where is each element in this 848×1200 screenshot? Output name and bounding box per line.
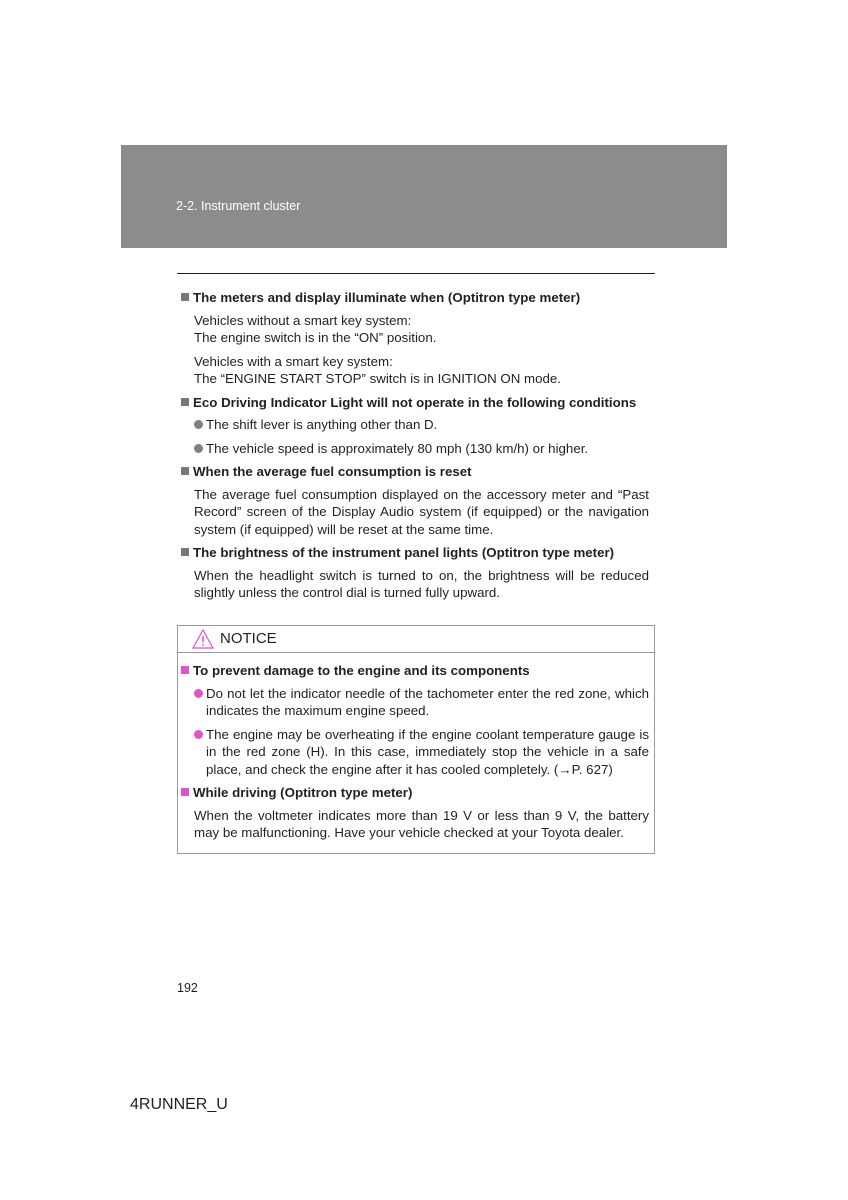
- section-heading: The meters and display illuminate when (Optitron type meter): [181, 289, 649, 307]
- list-item: The shift lever is anything other than D.: [194, 416, 649, 434]
- notice-header: [178, 626, 654, 653]
- list-item: Do not let the indicator needle of the tachometer enter the red zone, which indicates the maximum engine speed.: [194, 685, 649, 720]
- circle-bullet-icon: [194, 444, 203, 453]
- paragraph: Vehicles with a smart key system: The “ENGINE START STOP” switch is in IGNITION ON mode.: [194, 353, 561, 386]
- footer-label: 4RUNNER_U: [130, 1096, 228, 1113]
- square-bullet-icon: [181, 548, 189, 556]
- square-bullet-icon: [181, 467, 189, 475]
- square-bullet-icon: [181, 293, 189, 301]
- paragraph: The average fuel consumption displayed on the accessory meter and “Past Record” screen of the Display Audio system (if equipped) or the navigation system (if equipped) will be reset at the same time.: [194, 486, 649, 537]
- notice-body: [181, 662, 649, 848]
- warning-triangle-icon: [192, 629, 214, 649]
- section-heading: The brightness of the instrument panel lights (Optitron type meter): [181, 544, 649, 562]
- paragraph: Vehicles without a smart key system: The engine switch is in the “ON” position.: [194, 312, 437, 345]
- section-header-band: [121, 145, 727, 248]
- notice-box: [177, 625, 655, 854]
- notice-heading: While driving (Optitron type meter): [181, 784, 649, 802]
- list-item: The engine may be overheating if the engine coolant temperature gauge is in the red zone (H). In this case, immediately stop the vehicle in a safe place, and check the engine after it has cooled completely. (→P. 627): [194, 726, 649, 779]
- square-bullet-icon: [181, 398, 189, 406]
- notice-heading: To prevent damage to the engine and its components: [181, 662, 649, 680]
- notice-title: NOTICE: [220, 630, 277, 647]
- paragraph: When the headlight switch is turned to on, the brightness will be reduced slightly unless the control dial is turned fully upward.: [194, 567, 649, 600]
- section-heading: When the average fuel consumption is reset: [181, 463, 649, 481]
- circle-bullet-icon: [194, 730, 203, 739]
- list-item: The vehicle speed is approximately 80 mph (130 km/h) or higher.: [194, 440, 649, 458]
- header-rule: [177, 273, 655, 274]
- paragraph: When the voltmeter indicates more than 19 V or less than 9 V, the battery may be malfunctioning. Have your vehicle checked at your Toyota dealer.: [194, 807, 649, 840]
- main-content: [181, 289, 649, 608]
- section-heading: Eco Driving Indicator Light will not operate in the following conditions: [181, 394, 649, 412]
- circle-bullet-icon: [194, 689, 203, 698]
- page-number: 192: [177, 981, 198, 995]
- square-bullet-icon: [181, 788, 189, 796]
- circle-bullet-icon: [194, 420, 203, 429]
- square-bullet-icon: [181, 666, 189, 674]
- section-title: 2-2. Instrument cluster: [176, 199, 301, 213]
